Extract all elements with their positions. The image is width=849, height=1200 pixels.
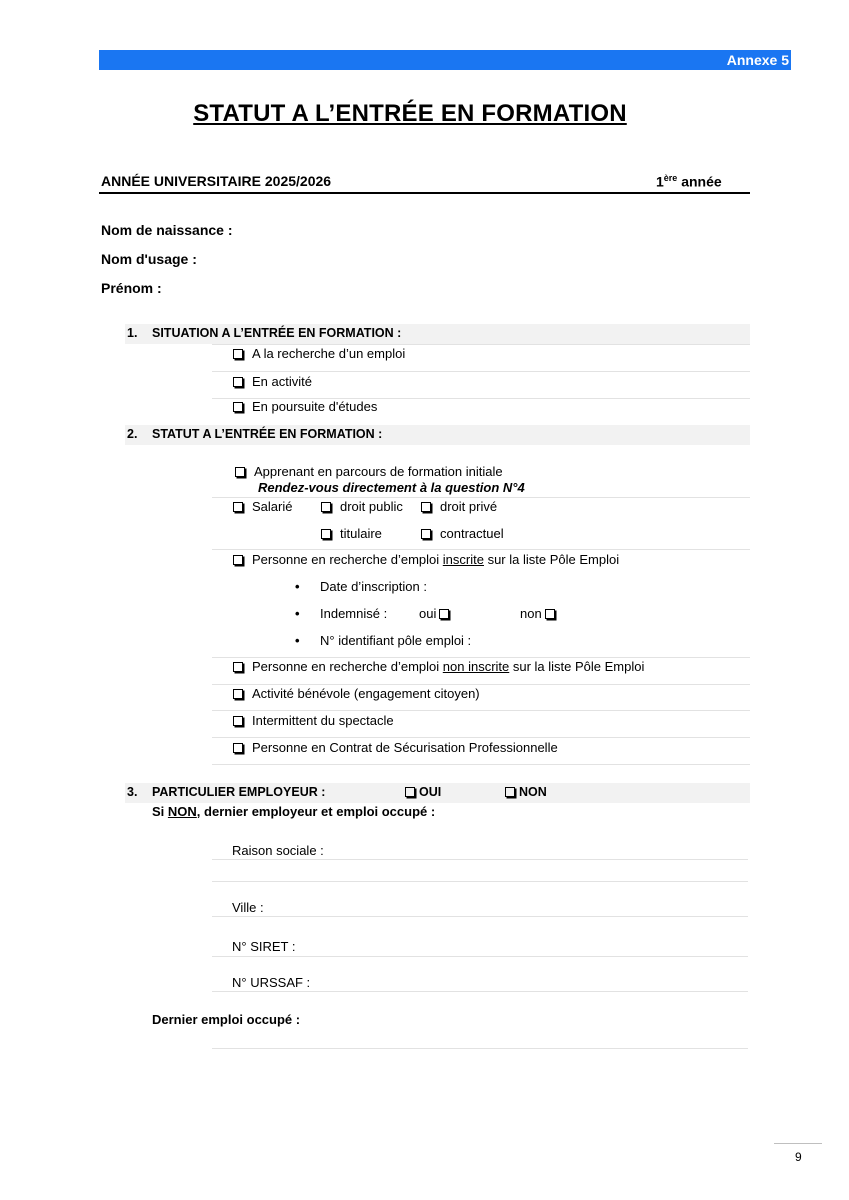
checkbox-icon[interactable] (321, 502, 331, 512)
option-contractuel[interactable]: contractuel (421, 526, 504, 541)
divider (212, 549, 750, 550)
page-number: 9 (795, 1150, 802, 1164)
nom-naissance-label: Nom de naissance : (101, 222, 233, 238)
employeur-oui[interactable]: OUI (405, 785, 441, 799)
option-poursuite-etudes[interactable]: En poursuite d'études (233, 399, 377, 414)
option-droit-public[interactable]: droit public (321, 499, 403, 514)
section2-title: STATUT A L’ENTRÉE EN FORMATION : (152, 427, 383, 441)
checkbox-icon[interactable] (439, 609, 449, 619)
header-band (99, 50, 791, 70)
divider (212, 710, 750, 711)
option-salarie[interactable]: Salarié (233, 499, 292, 514)
divider (212, 497, 750, 498)
urssaf-field[interactable] (212, 991, 748, 992)
checkbox-icon[interactable] (233, 402, 243, 412)
option-intermittent[interactable]: Intermittent du spectacle (233, 713, 394, 728)
checkbox-icon[interactable] (233, 689, 243, 699)
section3-title: PARTICULIER EMPLOYEUR : (152, 785, 326, 799)
urssaf-label: N° URSSAF : (232, 975, 311, 990)
indemnise-oui[interactable]: oui (419, 606, 449, 621)
academic-year: ANNÉE UNIVERSITAIRE 2025/2026 (101, 173, 332, 189)
section1-number: 1. (127, 326, 138, 340)
checkbox-icon[interactable] (545, 609, 555, 619)
year-level: 1ère année (656, 173, 722, 190)
identifiant-pole-emploi-label: • N° identifiant pôle emploi : (320, 633, 471, 648)
checkbox-icon[interactable] (421, 502, 431, 512)
checkbox-icon[interactable] (505, 787, 515, 797)
checkbox-icon[interactable] (233, 716, 243, 726)
checkbox-icon[interactable] (233, 743, 243, 753)
checkbox-icon[interactable] (233, 502, 243, 512)
option-recherche-emploi[interactable]: A la recherche d’un emploi (233, 346, 405, 361)
divider (212, 371, 750, 372)
section3-number: 3. (127, 785, 138, 799)
section1-title: SITUATION A L’ENTRÉE EN FORMATION : (152, 326, 402, 340)
option-csp[interactable]: Personne en Contrat de Sécurisation Professionnelle (233, 740, 558, 755)
option-droit-prive[interactable]: droit privé (421, 499, 497, 514)
apprenant-note: Rendez-vous directement à la question N°4 (258, 480, 525, 495)
divider (212, 737, 750, 738)
checkbox-icon[interactable] (405, 787, 415, 797)
header-rule (99, 192, 750, 194)
dernier-emploi-field[interactable] (212, 1048, 748, 1049)
divider (212, 344, 750, 345)
raison-sociale-field[interactable] (212, 859, 748, 860)
divider (212, 684, 750, 685)
prenom-label: Prénom : (101, 280, 162, 296)
checkbox-icon[interactable] (321, 529, 331, 539)
page-title: STATUT A L’ENTRÉE EN FORMATION (193, 100, 627, 127)
option-titulaire[interactable]: titulaire (321, 526, 382, 541)
employeur-non[interactable]: NON (505, 785, 547, 799)
divider (212, 764, 750, 765)
option-en-activite[interactable]: En activité (233, 374, 312, 389)
siret-label: N° SIRET : (232, 939, 296, 954)
checkbox-icon[interactable] (233, 377, 243, 387)
divider (212, 657, 750, 658)
raison-sociale-label: Raison sociale : (232, 843, 324, 858)
indemnise-label: • Indemnisé : (320, 606, 387, 621)
raison-sociale-field-2[interactable] (212, 881, 748, 882)
indemnise-non[interactable]: non (520, 606, 555, 621)
si-non-instruction: Si NON, dernier employeur et emploi occupé : (152, 804, 436, 819)
option-non-inscrite-pole-emploi[interactable]: Personne en recherche d’emploi non inscrite sur la liste Pôle Emploi (233, 659, 644, 674)
nom-usage-label: Nom d'usage : (101, 251, 197, 267)
footer-rule (774, 1143, 822, 1144)
option-inscrite-pole-emploi[interactable]: Personne en recherche d’emploi inscrite sur la liste Pôle Emploi (233, 552, 619, 567)
checkbox-icon[interactable] (233, 662, 243, 672)
checkbox-icon[interactable] (233, 349, 243, 359)
dernier-emploi-label: Dernier emploi occupé : (152, 1012, 301, 1027)
annexe-label: Annexe 5 (726, 52, 789, 68)
section2-number: 2. (127, 427, 138, 441)
checkbox-icon[interactable] (235, 467, 245, 477)
siret-field[interactable] (212, 956, 748, 957)
checkbox-icon[interactable] (233, 555, 243, 565)
ville-field[interactable] (212, 916, 748, 917)
date-inscription-label: • Date d’inscription : (320, 579, 427, 594)
checkbox-icon[interactable] (421, 529, 431, 539)
option-apprenant[interactable]: Apprenant en parcours de formation initiale (235, 464, 503, 479)
ville-label: Ville : (232, 900, 264, 915)
option-benevole[interactable]: Activité bénévole (engagement citoyen) (233, 686, 480, 701)
